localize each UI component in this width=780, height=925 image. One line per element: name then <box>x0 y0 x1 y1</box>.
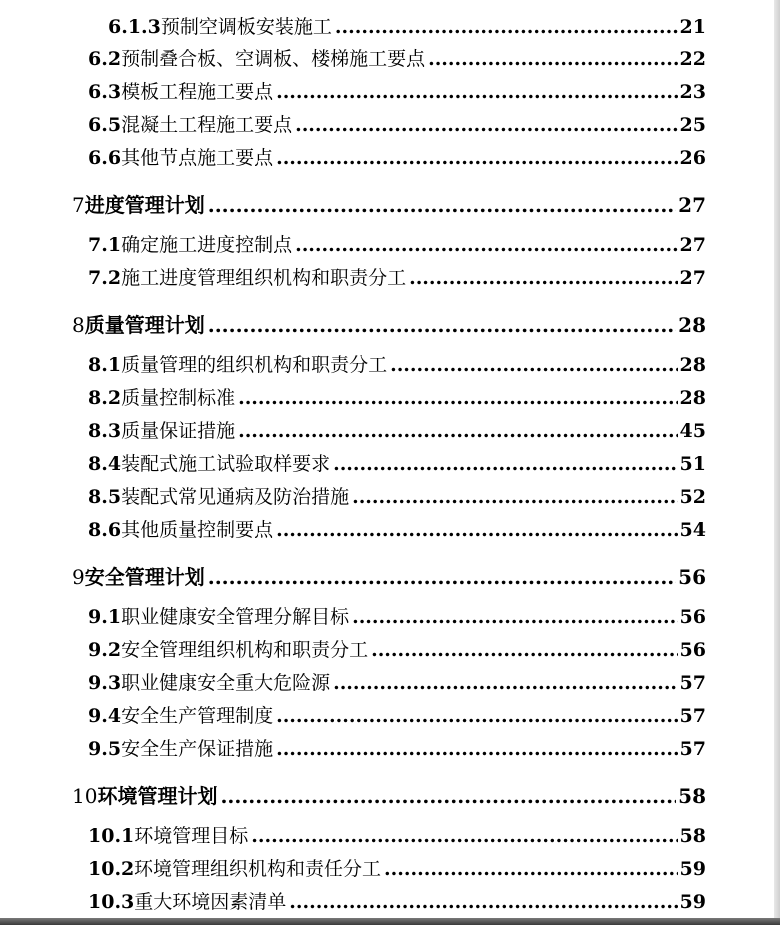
toc-entry-number: 6.3 <box>88 81 122 103</box>
dot-leader <box>208 567 676 587</box>
toc-entry-page: 58 <box>678 784 706 808</box>
toc-entry-page: 21 <box>679 16 706 38</box>
toc-entry-title: 确定施工进度控制点 <box>121 234 293 256</box>
toc-entry-number: 9.3 <box>88 672 122 694</box>
toc-entry-page: 57 <box>679 672 706 694</box>
toc-entry-number: 8.4 <box>88 453 122 475</box>
toc-entry-page: 59 <box>679 858 706 880</box>
toc-entry-number: 10.1 <box>88 825 135 847</box>
toc-entry-title: 环境管理目标 <box>134 825 249 847</box>
toc-entry-number: 8.1 <box>88 354 122 376</box>
toc-entry[interactable] <box>0 821 780 848</box>
dot-leader <box>409 269 677 288</box>
toc-entry-number: 6.5 <box>88 114 122 136</box>
toc-entry[interactable] <box>0 230 780 257</box>
toc-entry-number: 9.2 <box>88 639 122 661</box>
dot-leader <box>276 707 677 726</box>
toc-entry-title: 质量控制标准 <box>121 387 236 409</box>
toc-entry[interactable] <box>0 263 780 290</box>
toc-entry[interactable] <box>0 44 780 71</box>
dot-leader <box>352 608 677 627</box>
dot-leader <box>295 236 677 255</box>
toc-entry[interactable] <box>0 143 780 170</box>
toc-entry-page: 54 <box>679 519 706 541</box>
toc-entry-title: 其他质量控制要点 <box>121 519 274 541</box>
toc-entry-page: 27 <box>679 234 706 256</box>
toc-entry[interactable] <box>0 482 780 509</box>
toc-entry-number: 9 <box>72 565 85 589</box>
toc-entry-title: 职业健康安全重大危险源 <box>121 672 331 694</box>
toc-entry-number: 9.4 <box>88 705 122 727</box>
toc-entry-page: 26 <box>679 147 706 169</box>
toc-entry[interactable] <box>0 110 780 137</box>
toc-entry-number: 7 <box>72 193 85 217</box>
toc-entry-page: 28 <box>679 354 706 376</box>
toc-entry-page: 59 <box>679 891 706 913</box>
toc-entry-number: 10 <box>72 784 98 808</box>
toc-entry-title: 重大环境因素清单 <box>134 891 287 913</box>
toc-entry-title: 安全管理计划 <box>84 565 205 589</box>
toc-entry-title: 施工进度管理组织机构和职责分工 <box>121 267 407 289</box>
toc-entry[interactable] <box>0 12 780 39</box>
dot-leader <box>276 149 677 168</box>
toc-entry-page: 28 <box>679 387 706 409</box>
dot-leader <box>238 422 677 441</box>
toc-entry-page: 22 <box>679 48 706 70</box>
toc-entry-page: 27 <box>678 193 706 217</box>
toc-entry-title: 安全生产管理制度 <box>121 705 274 727</box>
toc-entry[interactable] <box>0 635 780 662</box>
toc-entry-number: 8 <box>72 313 85 337</box>
dot-leader <box>251 827 677 846</box>
toc-entry[interactable] <box>0 383 780 410</box>
dot-leader <box>208 315 676 335</box>
dot-leader <box>276 83 677 102</box>
toc-entry-page: 57 <box>679 705 706 727</box>
toc-entry-number: 9.5 <box>88 738 122 760</box>
toc-entry-title: 安全管理组织机构和职责分工 <box>121 639 369 661</box>
toc-entry-title: 质量管理计划 <box>84 313 205 337</box>
dot-leader <box>335 18 678 37</box>
toc-entry-number: 8.5 <box>88 486 122 508</box>
toc-entry[interactable] <box>0 350 780 377</box>
dot-leader <box>333 455 677 474</box>
toc-entry-number: 7.2 <box>88 267 122 289</box>
dot-leader <box>352 488 677 507</box>
toc-entry-page: 45 <box>679 420 706 442</box>
toc-entry[interactable] <box>0 515 780 542</box>
toc-entry-number: 10.3 <box>88 891 135 913</box>
toc-entry[interactable] <box>0 734 780 761</box>
toc-entry[interactable] <box>0 416 780 443</box>
toc-entry-title: 其他节点施工要点 <box>121 147 274 169</box>
toc-entry-number: 9.1 <box>88 606 122 628</box>
toc-entry-page: 23 <box>679 81 706 103</box>
toc-entry-page: 52 <box>679 486 706 508</box>
toc-entry-page: 25 <box>679 114 706 136</box>
toc-entry-title: 职业健康安全管理分解目标 <box>121 606 350 628</box>
toc-entry[interactable] <box>0 887 780 914</box>
toc-entry-title: 预制叠合板、空调板、楼梯施工要点 <box>121 48 426 70</box>
toc-entry-page: 28 <box>678 313 706 337</box>
toc-entry-number: 6.1.3 <box>108 16 161 38</box>
dot-leader <box>276 521 677 540</box>
toc-entry-page: 57 <box>679 738 706 760</box>
page-edge-shadow <box>774 0 780 918</box>
dot-leader <box>289 893 677 912</box>
toc-entry-title: 质量保证措施 <box>121 420 236 442</box>
toc-entry-number: 7.1 <box>88 234 122 256</box>
dot-leader <box>384 860 678 879</box>
toc-entry-number: 6.6 <box>88 147 122 169</box>
dot-leader <box>220 786 676 806</box>
dot-leader <box>295 116 677 135</box>
toc-entry[interactable] <box>0 449 780 476</box>
toc-entry-title: 安全生产保证措施 <box>121 738 274 760</box>
dot-leader <box>238 389 677 408</box>
toc-entry-page: 58 <box>679 825 706 847</box>
toc-entry-page: 27 <box>679 267 706 289</box>
toc-entry-title: 混凝土工程施工要点 <box>121 114 293 136</box>
toc-entry-title: 装配式常见通病及防治措施 <box>121 486 350 508</box>
toc-entry[interactable] <box>0 668 780 695</box>
dot-leader <box>428 50 677 69</box>
toc-entry-number: 8.3 <box>88 420 122 442</box>
toc-entry-page: 51 <box>679 453 706 475</box>
toc-entry-title: 环境管理组织机构和责任分工 <box>134 858 382 880</box>
toc-entry-title: 环境管理计划 <box>97 784 218 808</box>
toc-entry-title: 进度管理计划 <box>84 193 205 217</box>
toc-entry-title: 模板工程施工要点 <box>121 81 274 103</box>
dot-leader <box>371 641 677 660</box>
toc-entry-page: 56 <box>678 565 706 589</box>
toc-entry[interactable] <box>0 701 780 728</box>
toc-chapter-entry[interactable] <box>0 561 780 590</box>
toc-entry-number: 8.2 <box>88 387 122 409</box>
toc-entry-title: 装配式施工试验取样要求 <box>121 453 331 475</box>
toc-entry-number: 6.2 <box>88 48 122 70</box>
toc-entry[interactable] <box>0 602 780 629</box>
toc-entry-page: 56 <box>679 606 706 628</box>
toc-chapter-entry[interactable] <box>0 309 780 338</box>
toc-entry-number: 10.2 <box>88 858 135 880</box>
viewer-bottom-bar <box>0 918 780 925</box>
toc-entry-title: 预制空调板安装施工 <box>160 16 332 38</box>
toc-entry[interactable] <box>0 854 780 881</box>
dot-leader <box>276 740 677 759</box>
dot-leader <box>208 195 676 215</box>
dot-leader <box>390 356 677 375</box>
toc-entry-title: 质量管理的组织机构和职责分工 <box>121 354 388 376</box>
toc-entry[interactable] <box>0 77 780 104</box>
toc-chapter-entry[interactable] <box>0 189 780 218</box>
toc-chapter-entry[interactable] <box>0 780 780 809</box>
toc-entry-number: 8.6 <box>88 519 122 541</box>
toc-entry-page: 56 <box>679 639 706 661</box>
dot-leader <box>333 674 677 693</box>
